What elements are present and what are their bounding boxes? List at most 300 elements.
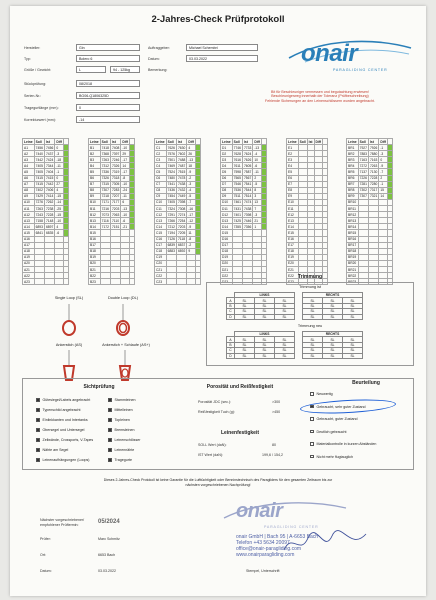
beurteilung-option[interactable] (310, 430, 346, 434)
column-header: Ist (242, 139, 252, 145)
column-header: Soll (34, 139, 44, 145)
column-header: Diff (380, 139, 386, 144)
table-cell: 7406 (45, 188, 54, 193)
table-cell: D20 (221, 260, 233, 266)
table-cell: -6 (55, 230, 64, 236)
table-cell: 7118 (177, 237, 186, 242)
table-cell: 6893 (35, 224, 43, 229)
trim-cell: SL (303, 314, 323, 319)
ist-wert-label: IST Wert (daN): (198, 453, 224, 457)
table-cell: B3 (89, 157, 101, 163)
table-cell: C11 (155, 206, 167, 212)
column-header: Leine (348, 139, 357, 144)
trim-cell: SL (303, 303, 323, 308)
trim-cell: SL (275, 342, 295, 347)
trim-cell: SL (343, 298, 363, 303)
table-cell: -8 (187, 236, 196, 242)
table-cell: 1 (253, 224, 262, 230)
sicht-checklist-item[interactable] (108, 458, 132, 462)
table-cell: 7626 (167, 145, 175, 150)
table-cell: 7126 (167, 237, 175, 242)
table-cell: BR14 (348, 224, 357, 229)
checkbox-icon[interactable] (310, 392, 314, 396)
table-cell: -10 (121, 145, 130, 151)
gewicht-field[interactable]: 94 - 125kg (110, 66, 140, 73)
trim-table (226, 292, 363, 320)
table-cell: 7203 (177, 224, 186, 229)
table-cell: 7307 (359, 194, 367, 199)
table-cell (121, 279, 130, 285)
table-cell: C7 (155, 181, 167, 187)
trim-cell: SL (275, 298, 295, 303)
trim-cell: SL (275, 353, 295, 358)
table-cell: A22 (23, 273, 35, 279)
table-cell: A4 (23, 163, 35, 169)
column-header: Soll (166, 139, 176, 145)
trim-cell (295, 314, 303, 319)
table-cell: A18 (23, 248, 35, 254)
table-cell: 7212 (167, 224, 175, 229)
table-cell: 7425 (233, 218, 241, 223)
table-row (23, 279, 69, 285)
table-cell: D22 (221, 273, 233, 279)
table-cell: 7469 (167, 163, 175, 168)
checkbox-icon[interactable] (310, 455, 314, 459)
table-cell: B15 (89, 230, 101, 236)
table-cell: 7441 (167, 182, 175, 187)
table-cell: 7315 (101, 182, 109, 187)
table-cell: E19 (287, 254, 299, 260)
table-cell: 4 (55, 187, 64, 193)
trim-cell: SL (255, 303, 275, 308)
checkbox-checked-icon[interactable] (36, 448, 40, 452)
warning-line: Bit für Beschleuniger vermessen und begutachtung erwiesen! (271, 90, 369, 94)
table-cell: 7408 (111, 145, 120, 150)
table-cell: 7321 (369, 194, 378, 199)
trim-cell: D (227, 353, 235, 358)
table-cell: 7880 (369, 151, 378, 156)
checkbox-icon[interactable] (310, 417, 314, 421)
line-table-3 (154, 138, 201, 285)
table-cell: 7414 (45, 194, 54, 199)
table-cell: -1 (379, 181, 388, 187)
table-cell: 7401 (233, 212, 241, 217)
checklist-label: Nähte am Segel (42, 448, 69, 452)
table-cell: A9 (23, 193, 35, 199)
table-cell: -10 (55, 218, 64, 224)
table-cell: BR13 (348, 218, 357, 223)
table-cell: 7073 (101, 212, 109, 217)
table-cell: B13 (89, 218, 101, 224)
table-cell (176, 279, 186, 285)
table-cell: 7228 (369, 176, 378, 181)
table-cell: 7746 (233, 145, 241, 150)
table-cell: -14 (55, 199, 64, 205)
sicht-checklist-item[interactable] (36, 448, 68, 452)
table-cell: 7243 (35, 212, 43, 217)
table-cell: B17 (89, 242, 101, 248)
serien-label: Serien-Nr.: (24, 94, 42, 98)
table-cell: 7630 (177, 145, 186, 150)
table-cell: A11 (23, 206, 35, 212)
table-cell: 7616 (233, 157, 241, 162)
table-cell: D23 (221, 279, 233, 285)
table-cell: 0 (55, 175, 64, 181)
checklist-label: Obersegel und Untersegel (42, 428, 85, 432)
sicht-checklist-item[interactable] (36, 438, 93, 442)
table-cell: BR19 (348, 255, 357, 260)
checklist-label: Leinennähte (114, 448, 135, 452)
trim-cell: SL (303, 337, 323, 342)
checkbox-icon[interactable] (310, 430, 314, 434)
line-table-1 (22, 138, 69, 285)
table-cell: B18 (89, 248, 101, 254)
links-header: LINKS (235, 293, 295, 298)
table-cell: 7461 (233, 200, 241, 205)
trim-cell: SL (343, 337, 363, 342)
table-cell: BR2 (347, 151, 359, 157)
trim-cell: D (227, 314, 235, 319)
beurteilung-option[interactable] (310, 442, 376, 446)
porositaet-value: >300 (272, 400, 281, 404)
table-cell: 7254 (177, 218, 186, 223)
table-cell: 14 (121, 163, 130, 169)
table-cell: 7305 (111, 182, 120, 187)
links-header: LINKS (235, 332, 295, 337)
beurteilung-option[interactable] (310, 417, 357, 421)
table-cell: 7263 (369, 163, 378, 168)
stamp-line: www.onairparagliding.com (236, 552, 295, 558)
sicht-checklist-item[interactable] (36, 398, 90, 402)
checkbox-checked-icon[interactable] (36, 428, 40, 432)
table-cell: 10 (253, 157, 262, 163)
table-cell: A6 (23, 175, 35, 181)
beurteilung-label: Deutlich gebraucht (316, 429, 347, 434)
sicht-checklist-item[interactable] (36, 458, 89, 462)
table-cell: D17 (221, 242, 233, 248)
column-header: Leine (156, 139, 165, 144)
trim-cell: SL (235, 309, 255, 314)
trim-cell: SL (343, 342, 363, 347)
checkbox-checked-icon[interactable] (108, 448, 112, 452)
checkbox-checked-icon[interactable] (36, 418, 40, 422)
beurteilung-label: Materialkontrolle in kurzen Abständen (316, 442, 377, 446)
hersteller-label: Hersteller: (24, 46, 41, 50)
naechster-value: 05/2024 (98, 519, 120, 525)
logo-brand: onair (301, 40, 358, 67)
checklist-label: Typenschild angebracht (42, 408, 81, 412)
table-cell: 27 (55, 181, 64, 187)
table-cell: 7449 (177, 194, 186, 199)
status-cell (195, 279, 200, 285)
trim-cell: SL (343, 309, 363, 314)
table-cell: D5 (221, 169, 233, 175)
trim-row (227, 314, 363, 319)
table-cell: BR4 (347, 163, 359, 169)
table-cell: BR6 (347, 175, 359, 181)
sicht-checklist-item[interactable] (108, 408, 133, 412)
trim-cell: C (227, 348, 235, 353)
sicht-checklist-item[interactable] (108, 428, 134, 432)
table-cell: -17 (121, 169, 130, 175)
beurteilung-option[interactable] (310, 455, 353, 459)
table-cell: 7402 (35, 188, 43, 193)
table-cell: BR8 (347, 187, 359, 193)
warning-line: Fehlende Sicherungen an den Leinenschlössern wurden angebracht. (265, 98, 375, 103)
table-cell: -4 (253, 151, 262, 157)
table-cell: B22 (89, 273, 101, 279)
auftraggeber-field[interactable]: Michael Schembri (186, 44, 258, 51)
table-cell: A20 (23, 260, 35, 266)
checkbox-checked-icon[interactable] (36, 438, 40, 442)
table-cell: 6892 (177, 249, 186, 254)
protocol-page (10, 6, 426, 596)
stamp-subtitle: PARAGLIDING CENTER (264, 525, 319, 529)
table-cell: 7276 (35, 200, 43, 205)
table-cell: E3 (287, 157, 299, 163)
table-cell: 6835 (45, 230, 54, 235)
table-cell: 7397 (111, 151, 120, 156)
trim-cell: SL (303, 348, 323, 353)
column-header: Diff (254, 139, 260, 144)
table-cell: BR17 (348, 243, 357, 248)
table-cell: 7263 (101, 157, 109, 162)
trim-cell: SL (235, 337, 255, 342)
table-cell: BR3 (347, 157, 359, 163)
table-cell: 13 (253, 199, 262, 205)
trim-cell: SL (255, 309, 275, 314)
table-cell: A13 (23, 218, 35, 224)
table-cell: 7130 (369, 170, 378, 175)
trim-cell: SL (323, 342, 343, 347)
table-cell: 6837 (177, 243, 186, 248)
naechster-label: Nächster vorgeschriebener/ (40, 518, 85, 522)
checkbox-checked-icon[interactable] (108, 398, 112, 402)
table-cell: A2 (23, 151, 35, 157)
trim-cell: SL (323, 353, 343, 358)
table-cell: D2 (221, 151, 233, 157)
trim-cell: SL (275, 337, 295, 342)
checkbox-checked-icon[interactable] (108, 428, 112, 432)
table-cell: -9 (379, 163, 388, 169)
table-cell: 7415 (35, 182, 43, 187)
sicht-checklist-item[interactable] (36, 428, 84, 432)
table-cell: 7605 (243, 163, 252, 168)
table-cell: 7307 (101, 188, 109, 193)
table-cell: 6897 (45, 224, 54, 229)
beurteilung-option[interactable] (310, 392, 333, 396)
table-cell: 7163 (359, 157, 367, 162)
table-cell (44, 279, 54, 285)
single-loop-icon (54, 304, 84, 338)
table-cell: 7624 (243, 151, 252, 156)
table-cell: A1 (23, 145, 35, 151)
table-cell: 7405 (35, 170, 43, 175)
table-cell: D9 (221, 193, 233, 199)
soll-wert-label: SOLL Wert (daN): (198, 443, 227, 447)
hersteller-field[interactable]: Gin (76, 44, 140, 51)
table-cell: E20 (287, 260, 299, 266)
table-cell: 4 (55, 224, 64, 230)
sicht-checklist-item[interactable] (108, 418, 130, 422)
table-cell: E2 (287, 151, 299, 157)
checkbox-checked-icon[interactable] (36, 458, 40, 462)
table-cell: 7312 (101, 163, 109, 168)
trim-cell: SL (275, 309, 295, 314)
stueck-field[interactable]: 08/2018 (76, 80, 140, 87)
table-cell: 7454 (167, 194, 175, 199)
checklist-label: Zellwände, Crossports, V-Tapes (42, 438, 94, 442)
table-cell: 6 (121, 199, 130, 205)
korrektur-field[interactable]: -14 (76, 116, 140, 123)
table-cell: 7436 (167, 188, 175, 193)
trim-cell: SL (255, 353, 275, 358)
table-cell: -15 (55, 212, 64, 218)
trim-cell: SL (235, 342, 255, 347)
table-cell: 2 (379, 175, 388, 181)
table-cell: A3 (23, 157, 35, 163)
table-cell (187, 279, 196, 285)
table-cell: 7262 (45, 200, 54, 205)
trim-table (226, 331, 363, 359)
table-cell: 6841 (35, 230, 43, 235)
table-cell: C6 (155, 175, 167, 181)
table-cell: 7424 (45, 157, 54, 162)
checkbox-checked-icon[interactable] (108, 418, 112, 422)
checkbox-icon[interactable] (310, 442, 314, 446)
table-cell: -13 (253, 145, 262, 151)
table-cell: -13 (187, 157, 196, 163)
table-cell: -25 (55, 206, 64, 212)
table-cell: 7171 (101, 200, 109, 205)
porositaet-label: Porosität JDC (sec.): (198, 400, 232, 404)
table-cell: A17 (23, 242, 35, 248)
status-cell (129, 279, 134, 285)
checkbox-checked-icon[interactable] (36, 398, 40, 402)
table-cell: C2 (155, 151, 167, 157)
checklist-label: Bremsleinen (114, 428, 135, 432)
table-cell: E11 (287, 206, 299, 212)
table-cell: 7344 (45, 163, 54, 168)
column-header: Ist (176, 139, 186, 145)
groesse-field[interactable]: L (76, 66, 106, 73)
checkbox-checked-icon[interactable] (108, 438, 112, 442)
ort-label: Ort: (40, 553, 46, 557)
table-cell: -2 (187, 175, 196, 181)
trim-cell: A (227, 298, 235, 303)
table-cell: E10 (287, 199, 299, 205)
table-cell: B5 (89, 169, 101, 175)
table-cell: 7511 (233, 194, 241, 199)
trim-cell: SL (343, 314, 363, 319)
table-cell: -3 (379, 151, 388, 157)
table-cell: 7437 (45, 151, 54, 156)
column-header: Diff (56, 139, 62, 144)
table-cell: -5 (187, 193, 196, 199)
table-cell: B2 (89, 151, 101, 157)
table-cell: D14 (221, 224, 233, 230)
sicht-checklist-item[interactable] (36, 418, 88, 422)
trim-cell: C (227, 309, 235, 314)
table-cell: 7110 (111, 218, 120, 223)
table-cell: C4 (155, 163, 167, 169)
warning-text (240, 90, 400, 103)
table-cell: 7398 (243, 212, 252, 217)
sicht-checklist-item[interactable] (108, 438, 140, 442)
column-header: Ist (110, 139, 120, 145)
checklist-label: Stammleinen (114, 398, 136, 402)
table-cell: BR21 (348, 267, 357, 272)
table-cell: -1 (379, 145, 388, 151)
serien-field[interactable]: BG06-Q1806325D (76, 92, 140, 99)
table-cell: 2 (253, 175, 262, 181)
trim-cell: SL (255, 348, 275, 353)
table-cell: D10 (221, 199, 233, 205)
sicht-checklist-item[interactable] (108, 448, 134, 452)
table-cell: -6 (121, 218, 130, 224)
checkbox-checked-icon[interactable] (108, 458, 112, 462)
trim-cell: SL (323, 337, 343, 342)
table-cell: 7456 (35, 145, 43, 150)
table-cell (34, 279, 44, 285)
table-cell: E9 (287, 193, 299, 199)
reissfestigkeit-label: Reißfestigkeit Tuch (g): (198, 410, 235, 414)
sicht-checklist-item[interactable] (36, 408, 80, 412)
table-cell (55, 279, 64, 285)
table-cell: 7203 (111, 206, 120, 211)
table-cell: BR9 (347, 193, 359, 199)
table-cell: BR18 (348, 249, 357, 254)
datum-field[interactable]: 03.03.2022 (186, 55, 258, 62)
table-cell: 7291 (167, 212, 175, 217)
table-cell: C20 (155, 260, 167, 266)
table-cell: D12 (221, 212, 233, 218)
table-cell: 7280 (369, 182, 378, 187)
table-cell: 8 (253, 187, 262, 193)
table-cell: E8 (287, 187, 299, 193)
tragegurt-field[interactable]: 0 (76, 104, 140, 111)
table-cell: D15 (221, 230, 233, 236)
table-cell: 7456 (45, 145, 54, 150)
checklist-label: Mittelleinen (114, 408, 133, 412)
stueck-label: Stückprüfung: (24, 82, 47, 86)
table-cell: 7405 (167, 200, 175, 205)
table-cell: -10 (121, 212, 130, 218)
table-cell: E15 (287, 230, 299, 236)
table-cell: 7158 (35, 218, 43, 223)
column-header: Ist (308, 139, 313, 144)
checkbox-checked-icon[interactable] (108, 408, 112, 412)
trim-cell: SL (275, 303, 295, 308)
table-cell (100, 279, 110, 285)
column-header: Leine (222, 139, 231, 144)
table-cell: 7536 (233, 188, 241, 193)
table-cell: B7 (89, 181, 101, 187)
column-header: Leine (24, 139, 33, 144)
table-cell: D3 (221, 157, 233, 163)
sicht-checklist-item[interactable] (108, 398, 135, 402)
table-cell: 7446 (243, 218, 252, 223)
trim-cell: SL (235, 353, 255, 358)
checkbox-checked-icon[interactable] (36, 408, 40, 412)
onair-logo (285, 36, 415, 76)
table-cell: E5 (287, 169, 299, 175)
table-cell: 7442 (35, 157, 43, 162)
table-cell: A12 (23, 212, 35, 218)
pruefer-label: Prüfer: (40, 537, 51, 541)
table-cell: 7478 (177, 176, 186, 181)
typ-field[interactable]: Bolero 6 (76, 55, 140, 62)
